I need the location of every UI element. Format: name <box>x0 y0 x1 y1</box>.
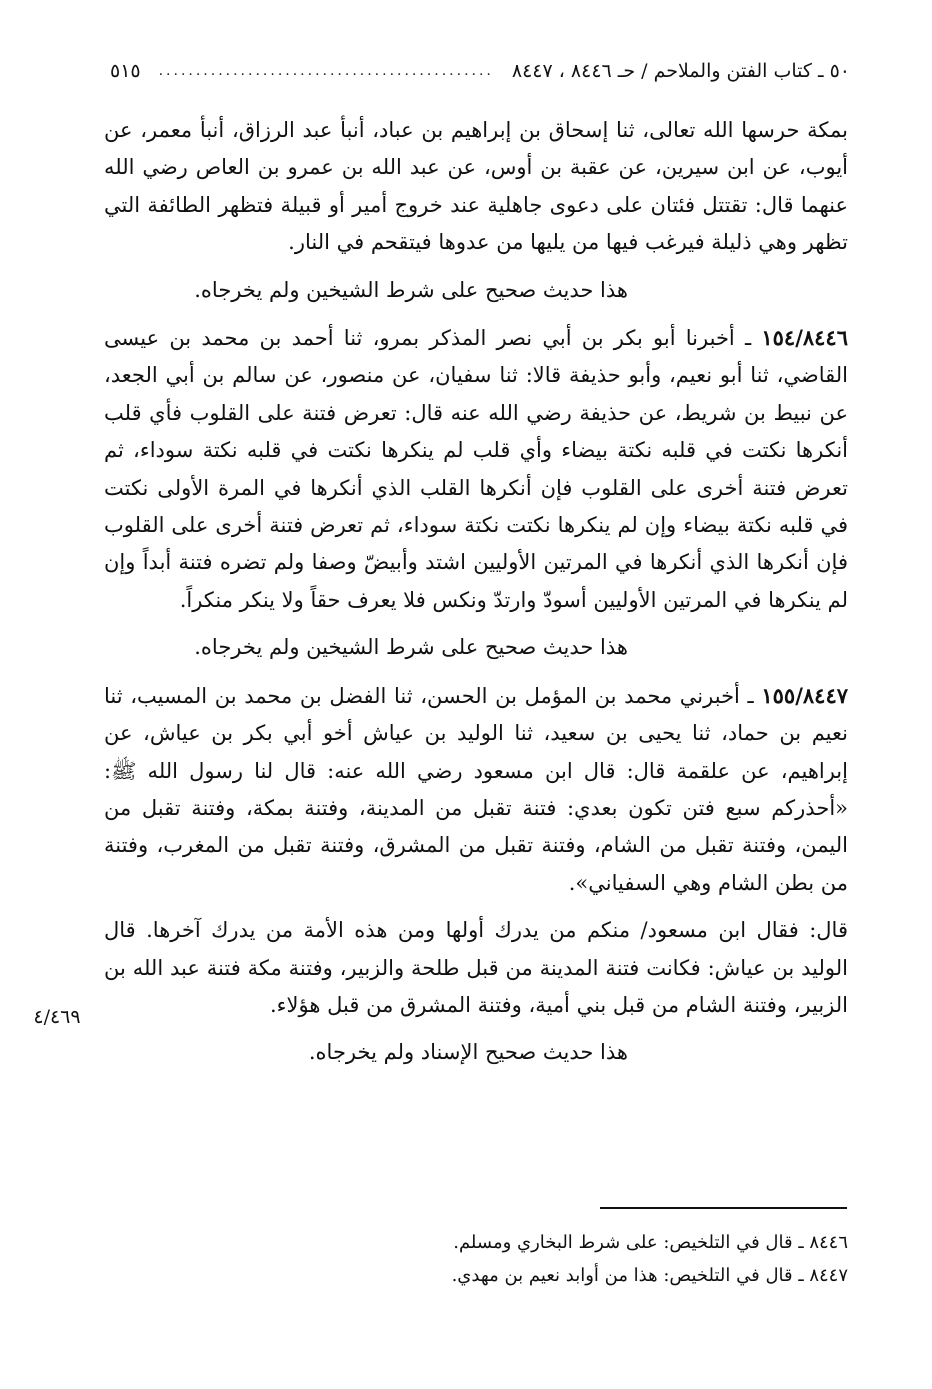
grading-paragraph <box>104 1034 848 1071</box>
paragraph-text: هذا حديث صحيح على شرط الشيخين ولم يخرجاه. <box>194 635 628 660</box>
paragraph <box>104 112 848 262</box>
chapter-title: ٥٠ ـ كتاب الفتن والملاحم / حـ ٨٤٤٦ ، ٨٤٤٧ <box>511 60 850 82</box>
hadith-paragraph <box>104 319 848 619</box>
paragraph-text: هذا حديث صحيح الإسناد ولم يخرجاه. <box>308 1040 628 1065</box>
paragraph-text: ـ أخبرنا أبو بكر بن أبي نصر المذكر بمرو، ثنا أحمد بن محمد بن عيسى القاضي، ثنا أبو نعيم، وأبو حذيفة قالا: ثنا سفيان، عن منصور، عن سالم بن أبي الجعد، عن نبيط بن شريط، عن حذيفة رضي الله عنه قال: تعرض فتنة على القلوب فأي قلب أنكرها نكتت في قلبه نكتة بيضاء وأي قلب لم ينكرها نكتت في قلبه نكتة سوداء، ثم تعرض فتنة أخرى على القلوب فإن أنكرها القلب الذي أنكرها في المرة الأولى نكتت في قلبه نكتة بيضاء وإن لم ينكرها نكتت نكتة سوداء، ثم تعرض فتنة أخرى على القلوب فإن أنكرها الذي أنكرها في المرتين الأوليين اشتد وأبيضّ وصفا ولم تضره فتنة أبداً وإن لم ينكرها في المرتين الأوليين أسودّ وارتدّ ونكس فلا يعرف حقاً ولا ينكر منكراً. <box>104 326 848 612</box>
main-text <box>104 112 848 1072</box>
paragraph-text: بمكة حرسها الله تعالى، ثنا إسحاق بن إبراهيم بن عباد، أنبأ عبد الرزاق، أنبأ معمر، عن أيوب، عن ابن سيرين، عن عقبة بن أوس، عن عبد الله بن عمرو بن العاص رضي الله عنهما قال: تقتتل فئتان على دعوى جاهلية عند خروج أمير أو قبيلة فتظهر الطائفة التي تظهر وهي ذليلة فيرغب فيها من يليها من عدوها فيتقحم في النار. <box>104 118 848 255</box>
footnotes <box>104 1226 848 1292</box>
page-number: ٥١٥ <box>110 60 141 82</box>
paragraph <box>104 912 848 1024</box>
footnote-divider <box>600 1207 847 1209</box>
paragraph-text: قال: فقال ابن مسعود/ منكم من يدرك أولها ومن هذه الأمة من يدرك آخرها. قال الوليد بن عياش: فكانت فتنة المدينة من قبل طلحة والزبير، وفتنة مكة فتنة عبد الله بن الزبير، وفتنة الشام من قبل بني أمية، وفتنة المشرق من قبل هؤلاء. <box>104 918 848 1017</box>
leader-dots: ............................................. <box>158 63 494 79</box>
hadith-number: ١٥٤/٨٤٤٦ <box>761 325 848 351</box>
footnote: ٨٤٤٧ ـ قال في التلخيص: هذا من أوابد نعيم بن مهدي. <box>451 1265 848 1286</box>
grading-paragraph <box>104 629 848 666</box>
running-header <box>110 56 850 86</box>
footnote: ٨٤٤٦ ـ قال في التلخيص: على شرط البخاري ومسلم. <box>453 1232 848 1253</box>
paragraph-text: ـ أخبرني محمد بن المؤمل بن الحسن، ثنا الفضل بن محمد بن المسيب، ثنا نعيم بن حماد، ثنا يحيى بن سعيد، ثنا الوليد بن عياش أخو أبي بكر بن عياش، عن إبراهيم، عن علقمة قال: قال ابن مسعود رضي الله عنه: قال لنا رسول الله ﷺ: «أحذركم سبع فتن تكون بعدي: فتنة تقبل من المدينة، وفتنة بمكة، وفتنة تقبل من اليمن، وفتنة تقبل من الشام، وفتنة تقبل من المشرق، وفتنة تقبل من المغرب، وفتنة من بطن الشام وهي السفياني». <box>104 683 848 895</box>
grading-paragraph <box>104 272 848 309</box>
paragraph-text: هذا حديث صحيح على شرط الشيخين ولم يخرجاه. <box>194 277 628 302</box>
hadith-paragraph <box>104 677 848 902</box>
hadith-number: ١٥٥/٨٤٤٧ <box>761 682 848 708</box>
margin-reference: ٤/٤٦٩ <box>33 1006 81 1028</box>
